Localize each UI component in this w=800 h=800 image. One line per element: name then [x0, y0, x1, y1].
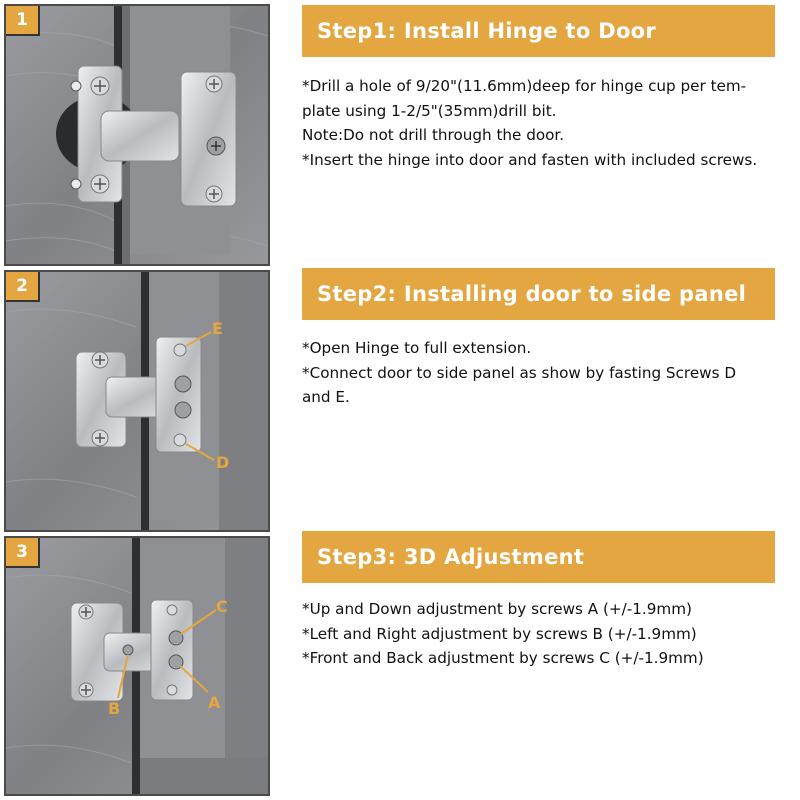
step3-photo — [4, 536, 270, 796]
step1-instructions — [302, 74, 782, 172]
step2-instructions — [302, 336, 782, 410]
step2-photo — [4, 270, 270, 532]
hinge-adjustment-illustration — [6, 538, 268, 794]
step2-title: Step2: Installing door to side panel — [302, 268, 775, 320]
step1-line: *Drill a hole of 9/20"(11.6mm)deep for hinge cup per tem- — [302, 77, 747, 95]
step2-line: and E. — [302, 388, 350, 406]
step1-photo — [4, 4, 270, 266]
step-number-badge: 3 — [6, 538, 40, 568]
step3-instructions — [302, 597, 782, 671]
step-number-badge: 1 — [6, 6, 40, 36]
step2-line: *Connect door to side panel as show by fasting Screws D — [302, 363, 737, 382]
step-number-badge: 2 — [6, 272, 40, 302]
step3-line: *Left and Right adjustment by screws B (+/-1.9mm) — [302, 624, 697, 643]
step1-line: *Insert the hinge into door and fasten with included screws. — [302, 150, 758, 169]
step3-line: *Up and Down adjustment by screws A (+/-1.9mm) — [302, 600, 692, 618]
step3-line: *Front and Back adjustment by screws C (+/-1.9mm) — [302, 649, 704, 667]
hinge-door-illustration — [6, 6, 268, 264]
step1-line: Note:Do not drill through the door. — [302, 126, 565, 144]
callout-e: E — [212, 319, 223, 338]
step2-line: *Open Hinge to full extension. — [302, 339, 532, 357]
step3-title: Step3: 3D Adjustment — [302, 531, 775, 583]
callout-d: D — [216, 453, 230, 472]
step1-line: plate using 1-2/5"(35mm)drill bit. — [302, 101, 557, 120]
callout-a: A — [208, 693, 221, 712]
hinge-panel-illustration — [6, 272, 268, 530]
step1-title: Step1: Install Hinge to Door — [302, 5, 775, 57]
callout-b: B — [108, 699, 121, 718]
callout-c: C — [216, 597, 228, 616]
